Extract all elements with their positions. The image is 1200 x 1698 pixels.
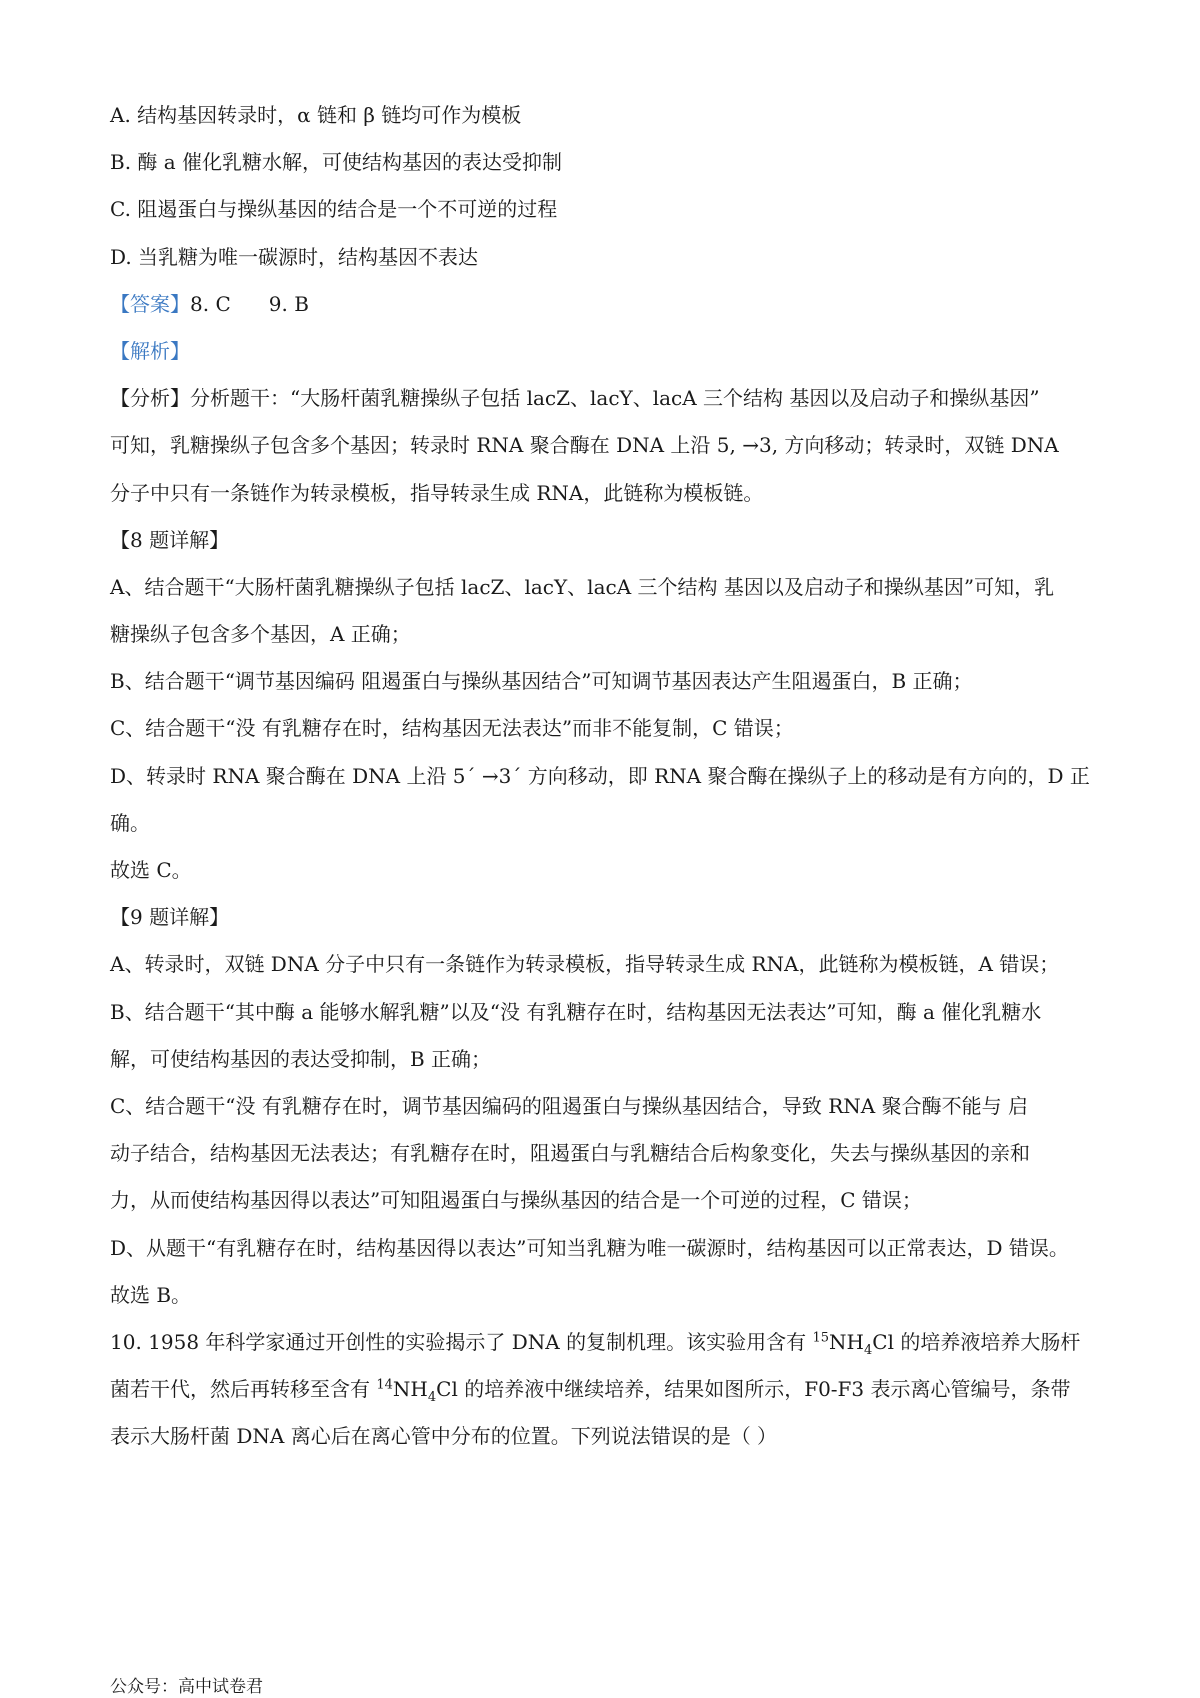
- q8-heading: 【8 题详解】: [110, 527, 230, 552]
- fenxi-line-1: 【分析】分析题干：“大肠杆菌乳糖操纵子包括 lacZ、lacY、lacA 三个结构 基因以及启动子和操纵基因”: [110, 386, 1040, 411]
- q8-d-line-1: D、转录时 RNA 聚合酶在 DNA 上沿 5ˊ →3ˊ 方向移动，即 RNA 聚合酶在操纵子上的移动是有方向的，D 正: [110, 763, 1090, 788]
- q8-d-line-2: 确。: [110, 810, 150, 835]
- q9-d: D、从题干“有乳糖存在时，结构基因得以表达”可知当乳糖为唯一碳源时，结构基因可以正常表达，D 错误。: [110, 1235, 1069, 1260]
- q10-l1-text: 10. 1958 年科学家通过开创性的实验揭示了 DNA 的复制机理。该实验用含有: [110, 1329, 813, 1354]
- option-c: C. 阻遏蛋白与操纵基因的结合是一个不可逆的过程: [110, 197, 558, 222]
- q9-heading: 【9 题详解】: [110, 905, 230, 930]
- q9-a: A、转录时，双链 DNA 分子中只有一条链作为转录模板，指导转录生成 RNA，此链称为模板链，A 错误；: [110, 952, 1060, 977]
- q10-l1-sub: 4: [863, 1342, 873, 1358]
- q9-c-line-1: C、结合题干“没 有乳糖存在时，调节基因编码的阻遏蛋白与操纵基因结合，导致 RNA 聚合酶不能与 启: [110, 1093, 1028, 1118]
- q9-b-line-1: B、结合题干“其中酶 a 能够水解乳糖”以及“没 有乳糖存在时，结构基因无法表达”可知，酶 a 催化乳糖水: [110, 999, 1042, 1024]
- analysis-label: 【解析】: [110, 338, 190, 363]
- q10-line-2: [110, 1366, 1100, 1413]
- answer-q8: 8. C: [190, 291, 231, 316]
- q10-line-3: 表示大肠杆菌 DNA 离心后在离心管中分布的位置。下列说法错误的是（ ）: [110, 1424, 778, 1449]
- q9-c-line-3: 力，从而使结构基因得以表达”可知阻遏蛋白与操纵基因的结合是一个可逆的过程，C 错误；: [110, 1188, 922, 1213]
- q8-conclusion: 故选 C。: [110, 858, 192, 882]
- q10-l2-sub: 4: [427, 1390, 437, 1406]
- q9-b-line-2: 解，可使结构基因的表达受抑制，B 正确；: [110, 1046, 492, 1071]
- q10-l2-post: Cl 的培养液中继续培养，结果如图所示，F0-F3 表示离心管编号，条带: [436, 1377, 1071, 1402]
- option-a: A. 结构基因转录时，α 链和 β 链均可作为模板: [110, 103, 522, 127]
- q8-a-line-1: A、结合题干“大肠杆菌乳糖操纵子包括 lacZ、lacY、lacA 三个结构 基因以及启动子和操纵基因”可知，乳: [110, 574, 1055, 599]
- q9-c-line-2: 动子结合，结构基因无法表达；有乳糖存在时，阻遏蛋白与乳糖结合后构象变化，失去与操纵基因的亲和: [110, 1141, 1030, 1166]
- fenxi-line-3: 分子中只有一条链作为转录模板，指导转录生成 RNA，此链称为模板链。: [110, 480, 764, 505]
- document-page: [110, 92, 1100, 1460]
- q10-l1-nh: NH: [829, 1329, 864, 1354]
- q10-l2-text: 菌若干代，然后再转移至含有: [110, 1377, 377, 1402]
- isotope-15: 15: [812, 1330, 830, 1346]
- answer-label: 【答案】: [110, 291, 190, 316]
- q8-a-line-2: 糖操纵子包含多个基因，A 正确；: [110, 622, 411, 647]
- option-d: D. 当乳糖为唯一碳源时，结构基因不表达: [110, 244, 479, 269]
- option-b: B. 酶 a 催化乳糖水解，可使结构基因的表达受抑制: [110, 150, 563, 175]
- q10-l1-post: Cl 的培养液培养大肠杆: [872, 1329, 1081, 1354]
- answer-q9: 9. B: [268, 291, 309, 316]
- fenxi-line-2: 可知，乳糖操纵子包含多个基因；转录时 RNA 聚合酶在 DNA 上沿 5, →3, 方向移动；转录时，双链 DNA: [110, 433, 1059, 458]
- q8-c: C、结合题干“没 有乳糖存在时，结构基因无法表达”而非不能复制，C 错误；: [110, 716, 794, 741]
- q10-l2-nh: NH: [392, 1377, 428, 1402]
- q8-b: B、结合题干“调节基因编码 阻遏蛋白与操纵基因结合”可知调节基因表达产生阻遏蛋白，B 正确；: [110, 669, 973, 694]
- q10-line-1: [110, 1319, 1100, 1366]
- answer-line: [110, 281, 1100, 328]
- footer-source: 公众号：高中试卷君: [110, 1677, 263, 1697]
- q9-conclusion: 故选 B。: [110, 1282, 192, 1307]
- isotope-14: 14: [376, 1377, 393, 1393]
